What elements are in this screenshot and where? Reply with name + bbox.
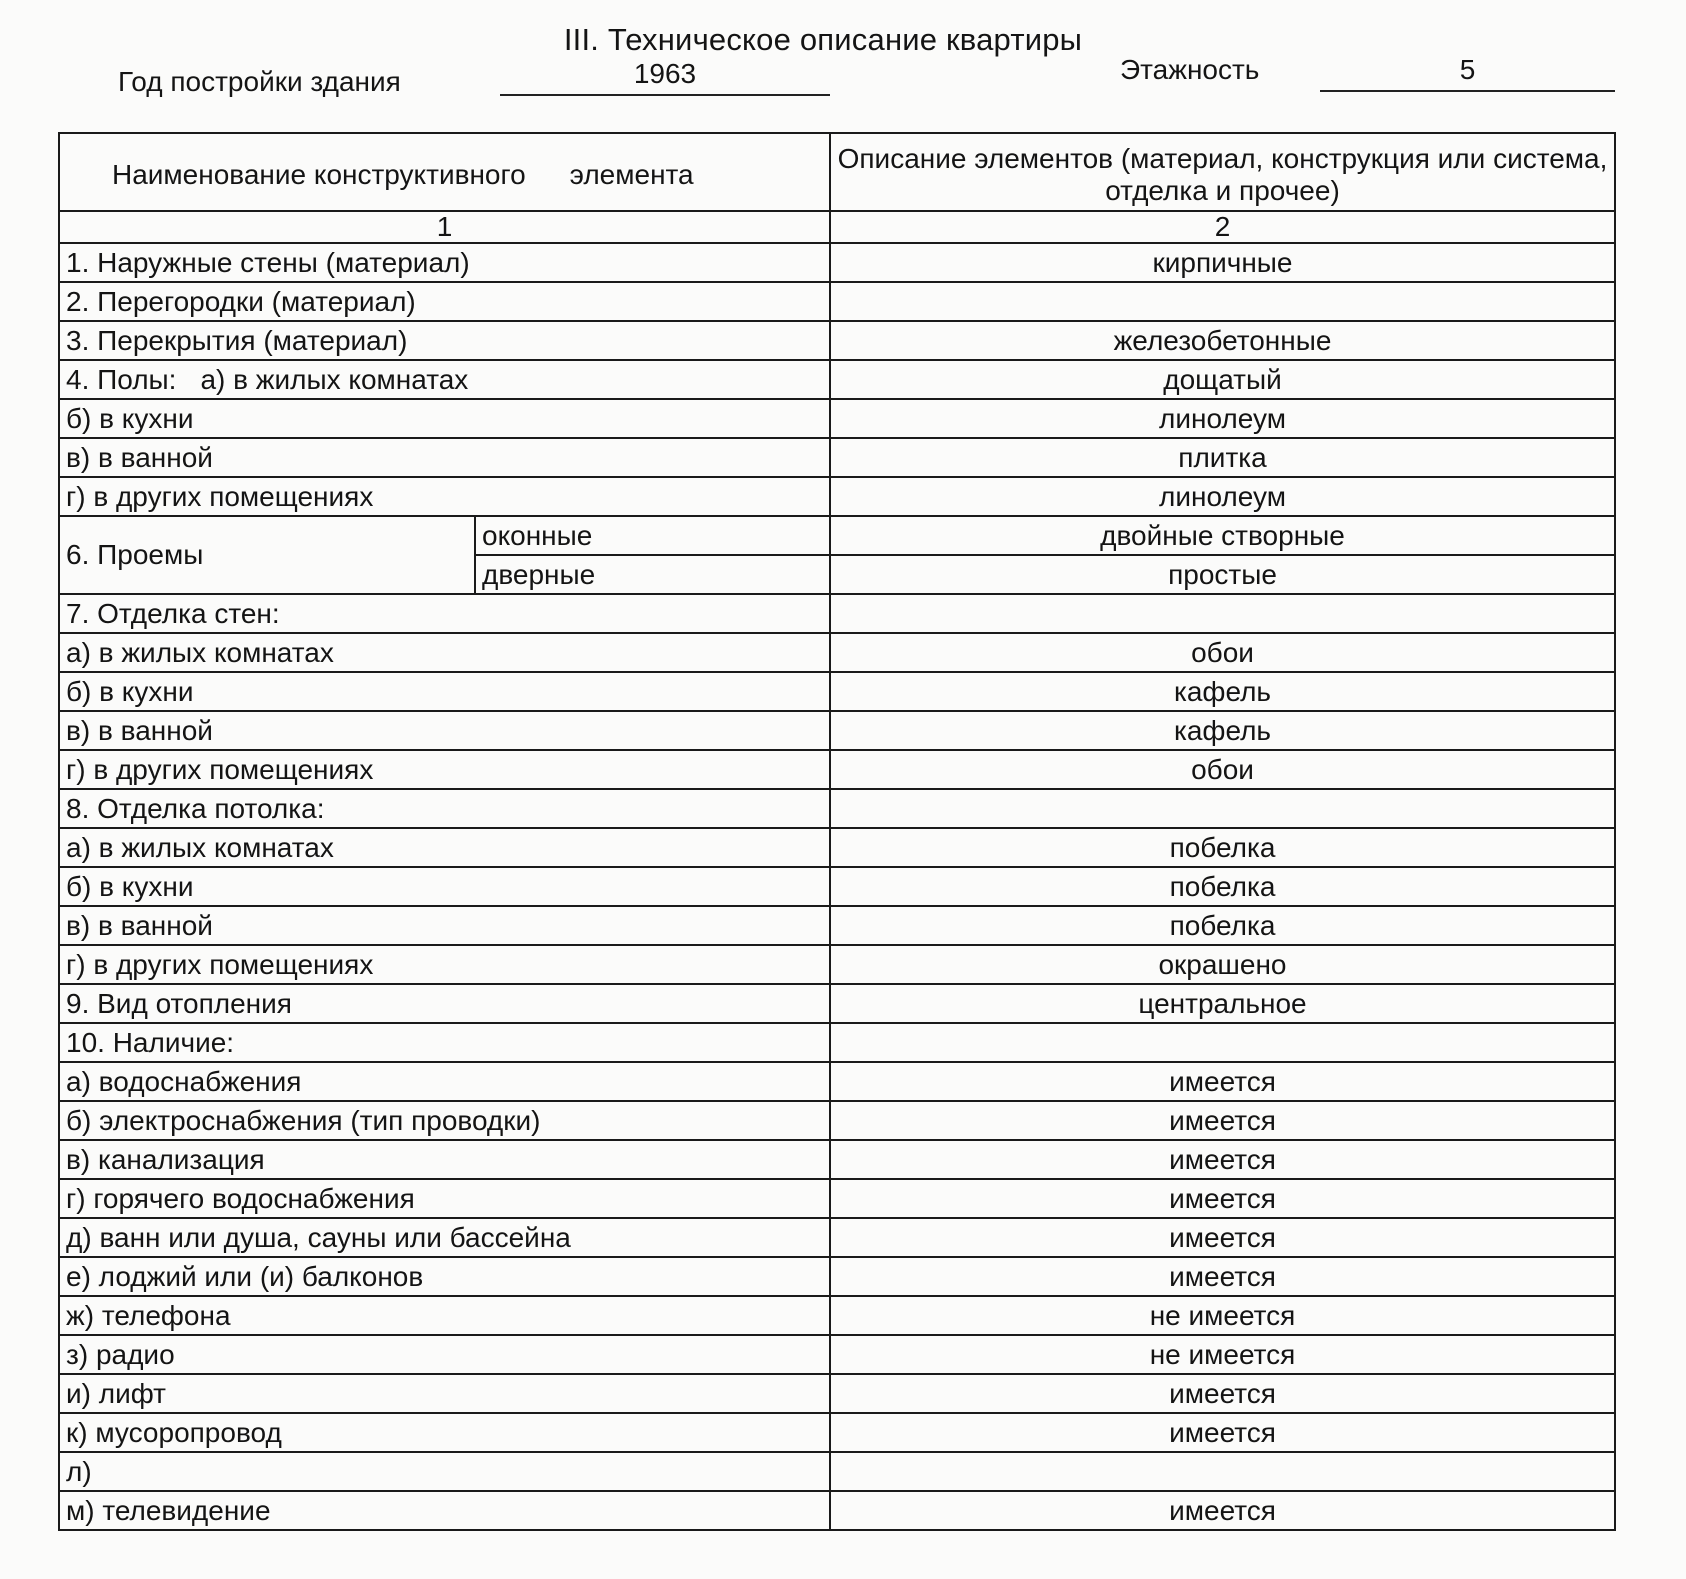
row-value[interactable]: плитка <box>830 438 1615 477</box>
table-row <box>59 1101 1615 1140</box>
row-value[interactable]: окрашено <box>830 945 1615 984</box>
row-value[interactable] <box>830 282 1615 321</box>
row-sublabel: оконные <box>475 516 830 555</box>
table-row <box>59 906 1615 945</box>
col1-number: 1 <box>59 211 830 243</box>
section-title-text: III. Техническое описание квартиры <box>563 22 1083 57</box>
row-value[interactable]: имеется <box>830 1218 1615 1257</box>
row-label-sub: а) в жилых комнатах <box>200 363 469 395</box>
table-row <box>59 321 1615 360</box>
row-label: и) лифт <box>59 1374 830 1413</box>
row-value[interactable]: имеется <box>830 1413 1615 1452</box>
table-row <box>59 1491 1615 1530</box>
table-row <box>59 1023 1615 1062</box>
table-row <box>59 1062 1615 1101</box>
row-label: а) водоснабжения <box>59 1062 830 1101</box>
row-label: 1. Наружные стены (материал) <box>59 243 830 282</box>
table-row <box>59 1452 1615 1491</box>
col2-header: Описание элементов (материал, конструкция или система, отделка и прочее) <box>830 133 1615 211</box>
table-row <box>59 828 1615 867</box>
row-label: а) в жилых комнатах <box>59 633 830 672</box>
row-value[interactable]: имеется <box>830 1374 1615 1413</box>
table-row <box>59 594 1615 633</box>
table-row <box>59 750 1615 789</box>
row-sublabel: дверные <box>475 555 830 594</box>
row-value[interactable]: не имеется <box>830 1296 1615 1335</box>
row-label: г) в других помещениях <box>59 477 830 516</box>
table-row <box>59 399 1615 438</box>
row-value[interactable]: центральное <box>830 984 1615 1023</box>
row-value[interactable]: двойные створные <box>830 516 1615 555</box>
row-label: в) в ванной <box>59 711 830 750</box>
row-label: 7. Отделка стен: <box>59 594 830 633</box>
row-value[interactable]: кафель <box>830 672 1615 711</box>
table-row <box>59 243 1615 282</box>
row-label-group: 4. Полы: <box>66 363 177 395</box>
row-value[interactable]: побелка <box>830 867 1615 906</box>
table-row <box>59 1335 1615 1374</box>
build-year-field[interactable]: 1963 <box>500 58 830 96</box>
table-row <box>59 1218 1615 1257</box>
table-row <box>59 867 1615 906</box>
technical-description-table <box>58 132 1616 1531</box>
table-row <box>59 1413 1615 1452</box>
row-label: б) в кухни <box>59 399 830 438</box>
col1-header <box>59 133 830 211</box>
row-label: а) в жилых комнатах <box>59 828 830 867</box>
row-label: б) в кухни <box>59 867 830 906</box>
table-row <box>59 789 1615 828</box>
row-value[interactable]: имеется <box>830 1179 1615 1218</box>
row-label: к) мусоропровод <box>59 1413 830 1452</box>
table-row <box>59 1296 1615 1335</box>
table-row <box>59 1257 1615 1296</box>
row-label: г) горячего водоснабжения <box>59 1179 830 1218</box>
row-label: в) в ванной <box>59 438 830 477</box>
col1-header-text-a: Наименование конструктивного <box>112 159 526 190</box>
row-label: з) радио <box>59 1335 830 1374</box>
floors-field[interactable]: 5 <box>1320 54 1615 92</box>
row-value[interactable]: имеется <box>830 1140 1615 1179</box>
col1-header-text-b: элемента <box>569 159 694 190</box>
table-row <box>59 1140 1615 1179</box>
row-value[interactable]: побелка <box>830 828 1615 867</box>
row-label: ж) телефона <box>59 1296 830 1335</box>
table-row <box>59 1179 1615 1218</box>
row-value[interactable]: линолеум <box>830 477 1615 516</box>
row-value[interactable]: побелка <box>830 906 1615 945</box>
row-value[interactable]: железобетонные <box>830 321 1615 360</box>
row-value[interactable]: имеется <box>830 1101 1615 1140</box>
row-label: д) ванн или душа, сауны или бассейна <box>59 1218 830 1257</box>
row-label: б) в кухни <box>59 672 830 711</box>
row-value[interactable]: имеется <box>830 1491 1615 1530</box>
row-value[interactable]: кирпичные <box>830 243 1615 282</box>
row-value[interactable] <box>830 789 1615 828</box>
section-title <box>0 22 1686 58</box>
table-row <box>59 711 1615 750</box>
table-row <box>59 438 1615 477</box>
table-row <box>59 477 1615 516</box>
table-header-row <box>59 133 1615 211</box>
row-value[interactable]: кафель <box>830 711 1615 750</box>
table-row <box>59 516 1615 555</box>
row-label: 2. Перегородки (материал) <box>59 282 830 321</box>
row-label: в) канализация <box>59 1140 830 1179</box>
row-value[interactable]: дощатый <box>830 360 1615 399</box>
table-row <box>59 360 1615 399</box>
row-value[interactable]: простые <box>830 555 1615 594</box>
table-row <box>59 672 1615 711</box>
row-value[interactable] <box>830 594 1615 633</box>
row-value[interactable]: обои <box>830 750 1615 789</box>
row-value[interactable]: линолеум <box>830 399 1615 438</box>
row-label: е) лоджий или (и) балконов <box>59 1257 830 1296</box>
build-year-label: Год постройки здания <box>118 66 401 97</box>
row-label: в) в ванной <box>59 906 830 945</box>
col2-number: 2 <box>830 211 1615 243</box>
row-label: 6. Проемы <box>59 516 475 594</box>
row-value[interactable] <box>830 1023 1615 1062</box>
row-label: б) электроснабжения (тип проводки) <box>59 1101 830 1140</box>
row-value[interactable]: не имеется <box>830 1335 1615 1374</box>
table-row <box>59 984 1615 1023</box>
row-label: г) в других помещениях <box>59 750 830 789</box>
table-row <box>59 1374 1615 1413</box>
row-label: м) телевидение <box>59 1491 830 1530</box>
row-value[interactable]: имеется <box>830 1257 1615 1296</box>
floors-label: Этажность <box>1120 54 1260 85</box>
row-label: г) в других помещениях <box>59 945 830 984</box>
row-label: 3. Перекрытия (материал) <box>59 321 830 360</box>
row-value[interactable] <box>830 1452 1615 1491</box>
row-value[interactable]: обои <box>830 633 1615 672</box>
table-row <box>59 945 1615 984</box>
row-label: л) <box>59 1452 830 1491</box>
row-label: 8. Отделка потолка: <box>59 789 830 828</box>
table-row <box>59 633 1615 672</box>
row-label <box>59 360 830 399</box>
row-label: 10. Наличие: <box>59 1023 830 1062</box>
table-row <box>59 282 1615 321</box>
row-value[interactable]: имеется <box>830 1062 1615 1101</box>
column-number-row <box>59 211 1615 243</box>
row-label: 9. Вид отопления <box>59 984 830 1023</box>
